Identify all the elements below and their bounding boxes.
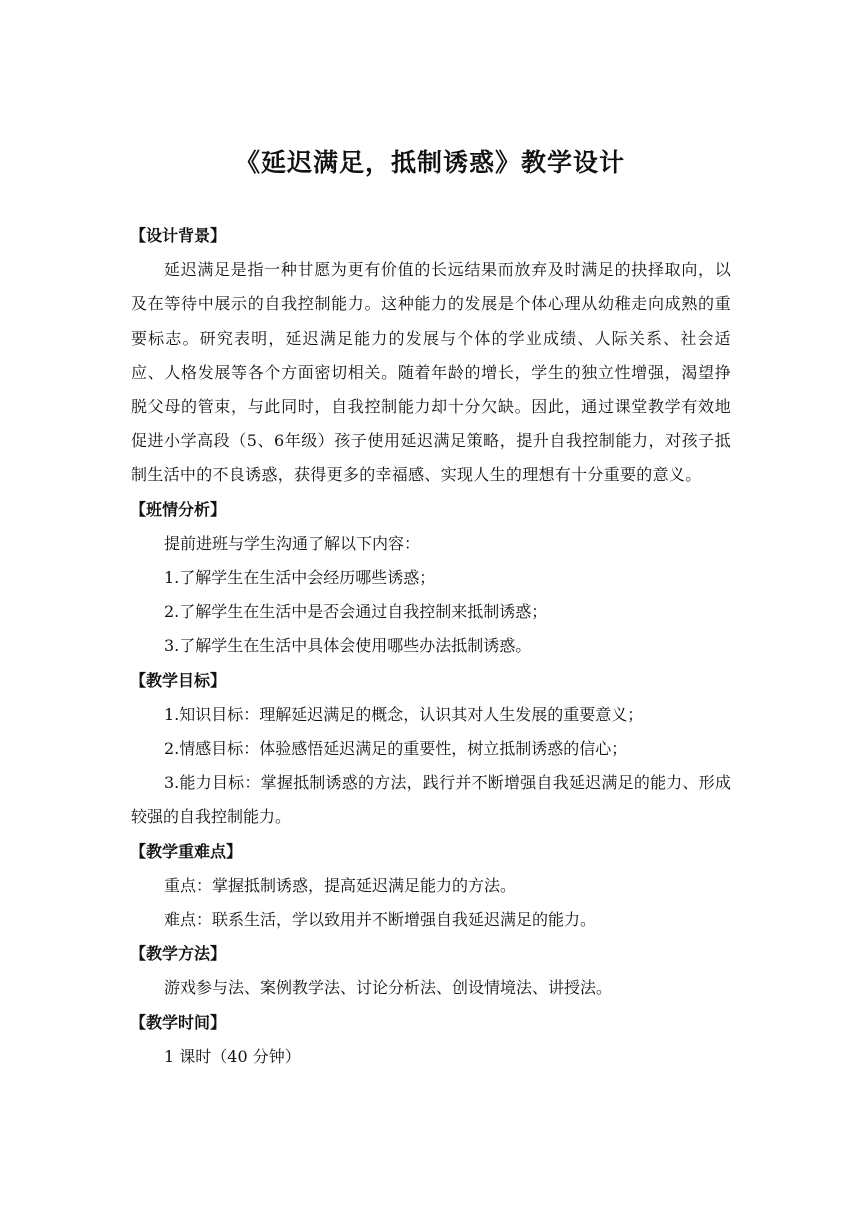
heading-background: 【设计背景】 bbox=[130, 226, 227, 245]
class-analysis-item-2: 2.了解学生在生活中是否会通过自我控制来抵制诱惑； bbox=[164, 602, 548, 622]
objective-item-3: 3.能力目标：掌握抵制诱惑的方法，践行并不断增强自我延迟满足的能力、形成较强的自我控制能力。 bbox=[131, 773, 731, 827]
objective-item-2: 2.情感目标：体验感悟延迟满足的重要性，树立抵制诱惑的信心； bbox=[164, 739, 628, 759]
heading-class-analysis: 【班情分析】 bbox=[130, 499, 227, 519]
class-analysis-item-1: 1.了解学生在生活中会经历哪些诱惑； bbox=[164, 568, 436, 588]
class-analysis-item-3: 3.了解学生在生活中具体会使用哪些办法抵制诱惑。 bbox=[164, 636, 532, 656]
time-text: 1 课时（40 分钟） bbox=[164, 1046, 301, 1066]
heading-key-points: 【教学重难点】 bbox=[130, 841, 243, 861]
heading-time: 【教学时间】 bbox=[130, 1012, 227, 1032]
document-title: 《延迟满足，抵制诱惑》教学设计 bbox=[234, 148, 625, 177]
document-body bbox=[131, 219, 731, 1074]
heading-objectives: 【教学目标】 bbox=[130, 670, 227, 690]
difficult-point-item: 难点：联系生活，学以致用并不断增强自我延迟满足的能力。 bbox=[164, 910, 597, 930]
background-paragraph: 延迟满足是指一种甘愿为更有价值的长远结果而放弃及时满足的抉择取向，以及在等待中展示的自我控制能力。这种能力的发展是个体心理从幼稚走向成熟的重要标志。研究表明，延迟满足能力的发展与个体的学业成绩、人际关系、社会适应、人格发展等各个方面密切相关。随着年龄的增长，学生的独立性增强，渴望挣脱父母的管束，与此同时，自我控制能力却十分欠缺。因此，通过课堂教学有效地促进小学高段（5、6年级）孩子使用延迟满足策略，提升自我控制能力，对孩子抵制生活中的不良诱惑，获得更多的幸福感、实现人生的理想有十分重要的意义。 bbox=[131, 260, 731, 485]
class-analysis-intro: 提前进班与学生沟通了解以下内容： bbox=[164, 533, 421, 553]
methods-text: 游戏参与法、案例教学法、讨论分析法、创设情境法、讲授法。 bbox=[164, 978, 613, 998]
heading-methods: 【教学方法】 bbox=[130, 944, 227, 964]
objective-item-1: 1.知识目标：理解延迟满足的概念，认识其对人生发展的重要意义； bbox=[164, 704, 644, 724]
key-point-item: 重点：掌握抵制诱惑，提高延迟满足能力的方法。 bbox=[164, 875, 517, 895]
